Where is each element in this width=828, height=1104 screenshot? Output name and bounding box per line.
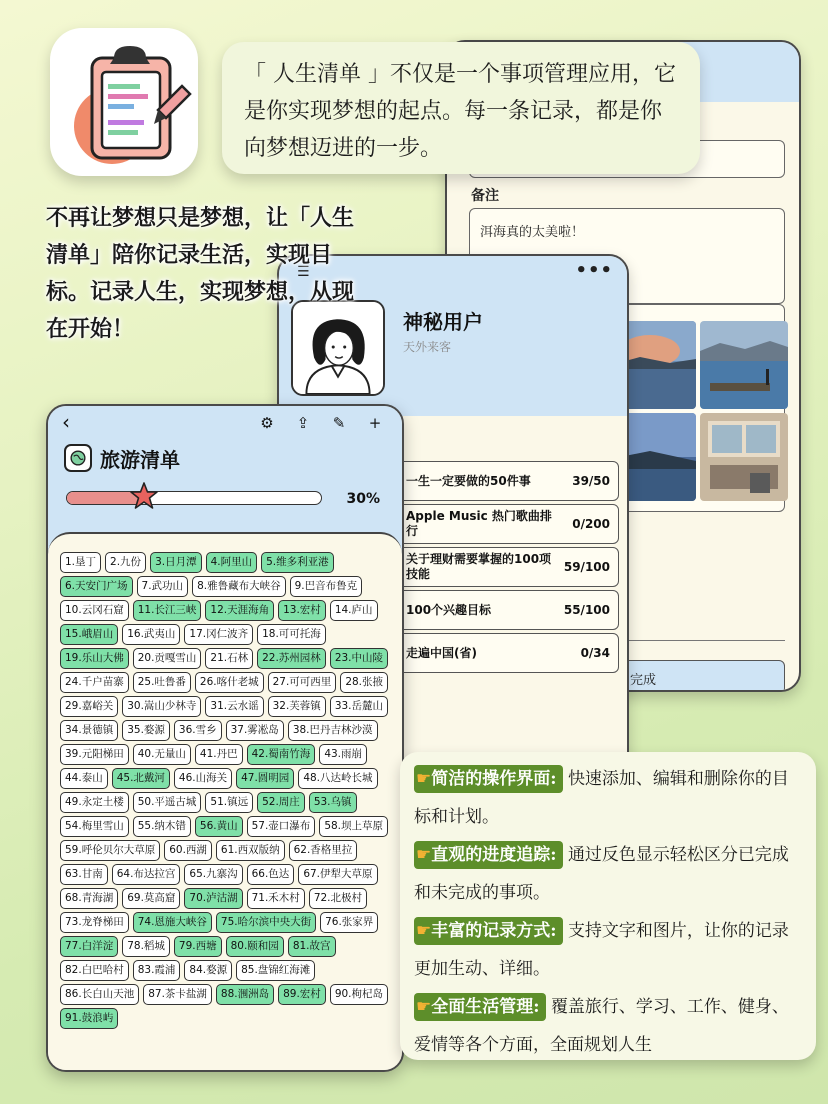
travel-item[interactable]: 36.雪乡: [174, 720, 222, 741]
travel-item[interactable]: 85.盘锦红海滩: [236, 960, 315, 981]
travel-item[interactable]: 58.坝上草原: [319, 816, 388, 837]
travel-item[interactable]: 60.西湖: [164, 840, 212, 861]
travel-item[interactable]: 29.嘉峪关: [60, 696, 118, 717]
share-icon[interactable]: ⇪: [296, 414, 310, 432]
travel-item[interactable]: 13.宏村: [278, 600, 326, 621]
feature-item: [414, 836, 804, 912]
pointing-hand-icon: ☛: [416, 921, 432, 941]
travel-item[interactable]: 72.北极村: [309, 888, 367, 909]
list-item-label: 100个兴趣目标: [406, 602, 492, 617]
travel-item[interactable]: 80.颐和园: [226, 936, 284, 957]
pointing-hand-icon: ☛: [416, 845, 432, 865]
star-icon: [129, 481, 159, 511]
travel-item[interactable]: 44.泰山: [60, 768, 108, 789]
travel-item[interactable]: 89.宏村: [278, 984, 326, 1005]
travel-item[interactable]: 68.青海湖: [60, 888, 118, 909]
travel-item[interactable]: 87.茶卡盐湖: [143, 984, 212, 1005]
travel-item[interactable]: 4.阿里山: [206, 552, 258, 573]
feature-title-tag: ☛直观的进度追踪:: [414, 841, 563, 869]
travel-item[interactable]: 91.鼓浪屿: [60, 1008, 118, 1029]
feature-title: 全面生活管理: [431, 997, 534, 1017]
travel-item[interactable]: 17.冈仁波齐: [184, 624, 253, 645]
travel-item[interactable]: 2.九份: [105, 552, 146, 573]
progress-percent: 30%: [346, 491, 380, 507]
list-item-count: 0/200: [572, 517, 610, 531]
pointing-hand-icon: ☛: [416, 769, 432, 789]
travel-item[interactable]: 5.维多利亚港: [261, 552, 334, 573]
more-icon[interactable]: •••: [575, 260, 613, 281]
travel-item[interactable]: 28.张掖: [340, 672, 388, 693]
travel-item[interactable]: 53.乌镇: [309, 792, 357, 813]
travel-item[interactable]: 34.景德镇: [60, 720, 118, 741]
travel-item[interactable]: 59.呼伦贝尔大草原: [60, 840, 160, 861]
travel-item[interactable]: 18.可可托海: [257, 624, 326, 645]
add-icon[interactable]: +: [368, 414, 382, 432]
travel-item[interactable]: 24.千户苗寨: [60, 672, 129, 693]
feature-title-tag: ☛简洁的操作界面:: [414, 765, 563, 793]
back-icon[interactable]: ‹: [62, 410, 70, 434]
travel-item[interactable]: 15.峨眉山: [60, 624, 118, 645]
travel-item[interactable]: 69.莫高窟: [122, 888, 180, 909]
travel-item[interactable]: 57.壶口瀑布: [247, 816, 316, 837]
travel-item[interactable]: 90.枸杞岛: [330, 984, 388, 1005]
travel-item[interactable]: 51.镇远: [205, 792, 253, 813]
list-item-count: 59/100: [563, 560, 610, 574]
travel-item[interactable]: 50.平遥古城: [133, 792, 202, 813]
travel-item[interactable]: 77.白洋淀: [60, 936, 118, 957]
travel-item[interactable]: 16.武夷山: [122, 624, 180, 645]
travel-item[interactable]: 30.嵩山少林寺: [122, 696, 201, 717]
slogan-text: 不再让梦想只是梦想，让「人生清单」陪你记录生活，实现目标。记录人生，实现梦想，从现在开始！: [46, 205, 355, 342]
feature-title: 丰富的记录方式: [431, 921, 551, 941]
travel-item[interactable]: 19.乐山大佛: [60, 648, 129, 669]
menu-icon[interactable]: ☰: [297, 264, 310, 280]
app-logo-icon: [50, 28, 198, 176]
list-item[interactable]: [393, 504, 619, 544]
travel-item-panel: [48, 532, 402, 1072]
list-item[interactable]: [393, 590, 619, 630]
travel-item[interactable]: 1.垦丁: [60, 552, 101, 573]
travel-item[interactable]: 40.无量山: [133, 744, 191, 765]
travel-item-grid: [60, 552, 394, 1029]
travel-item[interactable]: 46.山海关: [174, 768, 232, 789]
travel-item[interactable]: 37.雾凇岛: [226, 720, 284, 741]
pointing-hand-icon: ☛: [416, 997, 432, 1017]
travel-item[interactable]: 54.梅里雪山: [60, 816, 129, 837]
list-item-label: 一生一定要做的50件事: [406, 473, 531, 488]
travel-item[interactable]: 81.故宫: [288, 936, 336, 957]
travel-item[interactable]: 76.张家界: [320, 912, 378, 933]
note-text: 洱海真的太美啦！: [480, 225, 585, 240]
travel-item[interactable]: 8.雅鲁藏布大峡谷: [192, 576, 286, 597]
travel-item[interactable]: 9.巴音布鲁克: [290, 576, 363, 597]
features-bubble: [400, 752, 816, 1060]
travel-item[interactable]: 52.周庄: [257, 792, 305, 813]
list-item[interactable]: [393, 547, 619, 587]
settings-icon[interactable]: ⚙: [260, 414, 274, 432]
progress-bar: [66, 491, 322, 505]
feature-text: 通过反色显示轻松区分已完成和未完成的事项。: [414, 845, 789, 903]
toolbar: [258, 414, 384, 432]
travel-item[interactable]: 61.西双版纳: [216, 840, 285, 861]
travel-item[interactable]: 73.龙脊梯田: [60, 912, 129, 933]
travel-item[interactable]: 10.云冈石窟: [60, 600, 129, 621]
travel-item[interactable]: 66.色达: [247, 864, 295, 885]
travel-list-card: [46, 404, 404, 1072]
list-collection: [393, 461, 619, 676]
photo-lake-shore[interactable]: [700, 321, 788, 409]
travel-item[interactable]: 49.永定土楼: [60, 792, 129, 813]
travel-item[interactable]: 64.布达拉宫: [112, 864, 181, 885]
list-item-count: 39/50: [572, 474, 610, 488]
travel-item[interactable]: 88.涠洲岛: [216, 984, 274, 1005]
travel-item[interactable]: 79.西塘: [174, 936, 222, 957]
travel-item[interactable]: 41.丹巴: [195, 744, 243, 765]
travel-item[interactable]: 7.武功山: [137, 576, 189, 597]
travel-item[interactable]: 33.岳麓山: [330, 696, 388, 717]
edit-icon[interactable]: ✎: [332, 414, 346, 432]
intro-bubble: [222, 42, 700, 174]
travel-item[interactable]: 22.苏州园林: [257, 648, 326, 669]
travel-item[interactable]: 25.吐鲁番: [133, 672, 191, 693]
travel-item[interactable]: 56.黄山: [195, 816, 243, 837]
travel-item[interactable]: 23.中山陵: [330, 648, 388, 669]
travel-item[interactable]: 26.喀什老城: [195, 672, 264, 693]
feature-text: 覆盖旅行、学习、工作、健身、爱情等各个方面，全面规划人生: [414, 997, 789, 1055]
feature-title: 直观的进度追踪: [431, 845, 551, 865]
feature-title-tag: ☛丰富的记录方式:: [414, 917, 563, 945]
travel-item[interactable]: 83.霞浦: [133, 960, 181, 981]
travel-item[interactable]: 67.伊犁大草原: [298, 864, 377, 885]
travel-item[interactable]: 11.长江三峡: [133, 600, 202, 621]
list-item-label: 关于理财需要掌握的100项技能: [406, 552, 552, 581]
travel-item[interactable]: 6.天安门广场: [60, 576, 133, 597]
travel-item[interactable]: 71.禾木村: [247, 888, 305, 909]
feature-text: 快速添加、编辑和删除你的目标和计划。: [414, 769, 789, 827]
feature-text: 支持文字和图片，让你的记录更加生动、详细。: [414, 921, 789, 979]
travel-item[interactable]: 45.北戴河: [112, 768, 170, 789]
list-item[interactable]: [393, 461, 619, 501]
feature-item: [414, 988, 804, 1064]
intro-text: 「 人生清单 」不仅是一个事项管理应用，它是你实现梦想的起点。每一条记录，都是你向梦想迈进的一步。: [244, 62, 676, 161]
travel-item[interactable]: 86.长白山天池: [60, 984, 139, 1005]
travel-item[interactable]: 3.日月潭: [150, 552, 202, 573]
list-item[interactable]: [393, 633, 619, 673]
complete-label: 完成: [630, 673, 657, 688]
list-item-label: 走遍中国(省): [406, 645, 477, 660]
travel-item[interactable]: 78.稻城: [122, 936, 170, 957]
travel-item[interactable]: 84.婺源: [184, 960, 232, 981]
travel-item[interactable]: 38.巴丹吉林沙漠: [288, 720, 378, 741]
travel-item[interactable]: 65.九寨沟: [184, 864, 242, 885]
travel-item[interactable]: 12.天涯海角: [205, 600, 274, 621]
feature-item: [414, 760, 804, 836]
travel-item[interactable]: 42.蜀南竹海: [247, 744, 316, 765]
travel-item[interactable]: 31.云水谣: [205, 696, 263, 717]
list-title: 旅游清单: [100, 448, 180, 472]
feature-title: 简洁的操作界面: [431, 769, 551, 789]
travel-item[interactable]: 70.泸沽湖: [184, 888, 242, 909]
feature-item: [414, 912, 804, 988]
feature-title-tag: ☛全面生活管理:: [414, 993, 546, 1021]
travel-item[interactable]: 82.白巴哈村: [60, 960, 129, 981]
globe-icon: [64, 444, 92, 472]
travel-item[interactable]: 62.香格里拉: [289, 840, 358, 861]
travel-item[interactable]: 20.贡嘎雪山: [133, 648, 202, 669]
travel-item[interactable]: 75.哈尔滨中央大街: [216, 912, 316, 933]
travel-item[interactable]: 39.元阳梯田: [60, 744, 129, 765]
list-item-label: Apple Music 热门歌曲排行: [406, 509, 552, 538]
note-label: 备注: [471, 188, 499, 204]
user-subtitle: 天外来客: [403, 340, 452, 354]
travel-item[interactable]: 74.恩施大峡谷: [133, 912, 212, 933]
travel-item[interactable]: 21.石林: [205, 648, 253, 669]
travel-item[interactable]: 14.庐山: [330, 600, 378, 621]
user-name: 神秘用户: [403, 310, 483, 334]
list-item-count: 55/100: [563, 603, 610, 617]
travel-item[interactable]: 63.甘南: [60, 864, 108, 885]
travel-item[interactable]: 43.雨崩: [319, 744, 367, 765]
travel-item[interactable]: 48.八达岭长城: [298, 768, 377, 789]
travel-item[interactable]: 47.圆明园: [236, 768, 294, 789]
travel-item[interactable]: 35.婺源: [122, 720, 170, 741]
travel-item[interactable]: 32.芙蓉镇: [268, 696, 326, 717]
photo-interior[interactable]: [700, 413, 788, 501]
travel-item[interactable]: 55.纳木错: [133, 816, 191, 837]
travel-item[interactable]: 27.可可西里: [268, 672, 337, 693]
list-item-count: 0/34: [580, 646, 610, 660]
